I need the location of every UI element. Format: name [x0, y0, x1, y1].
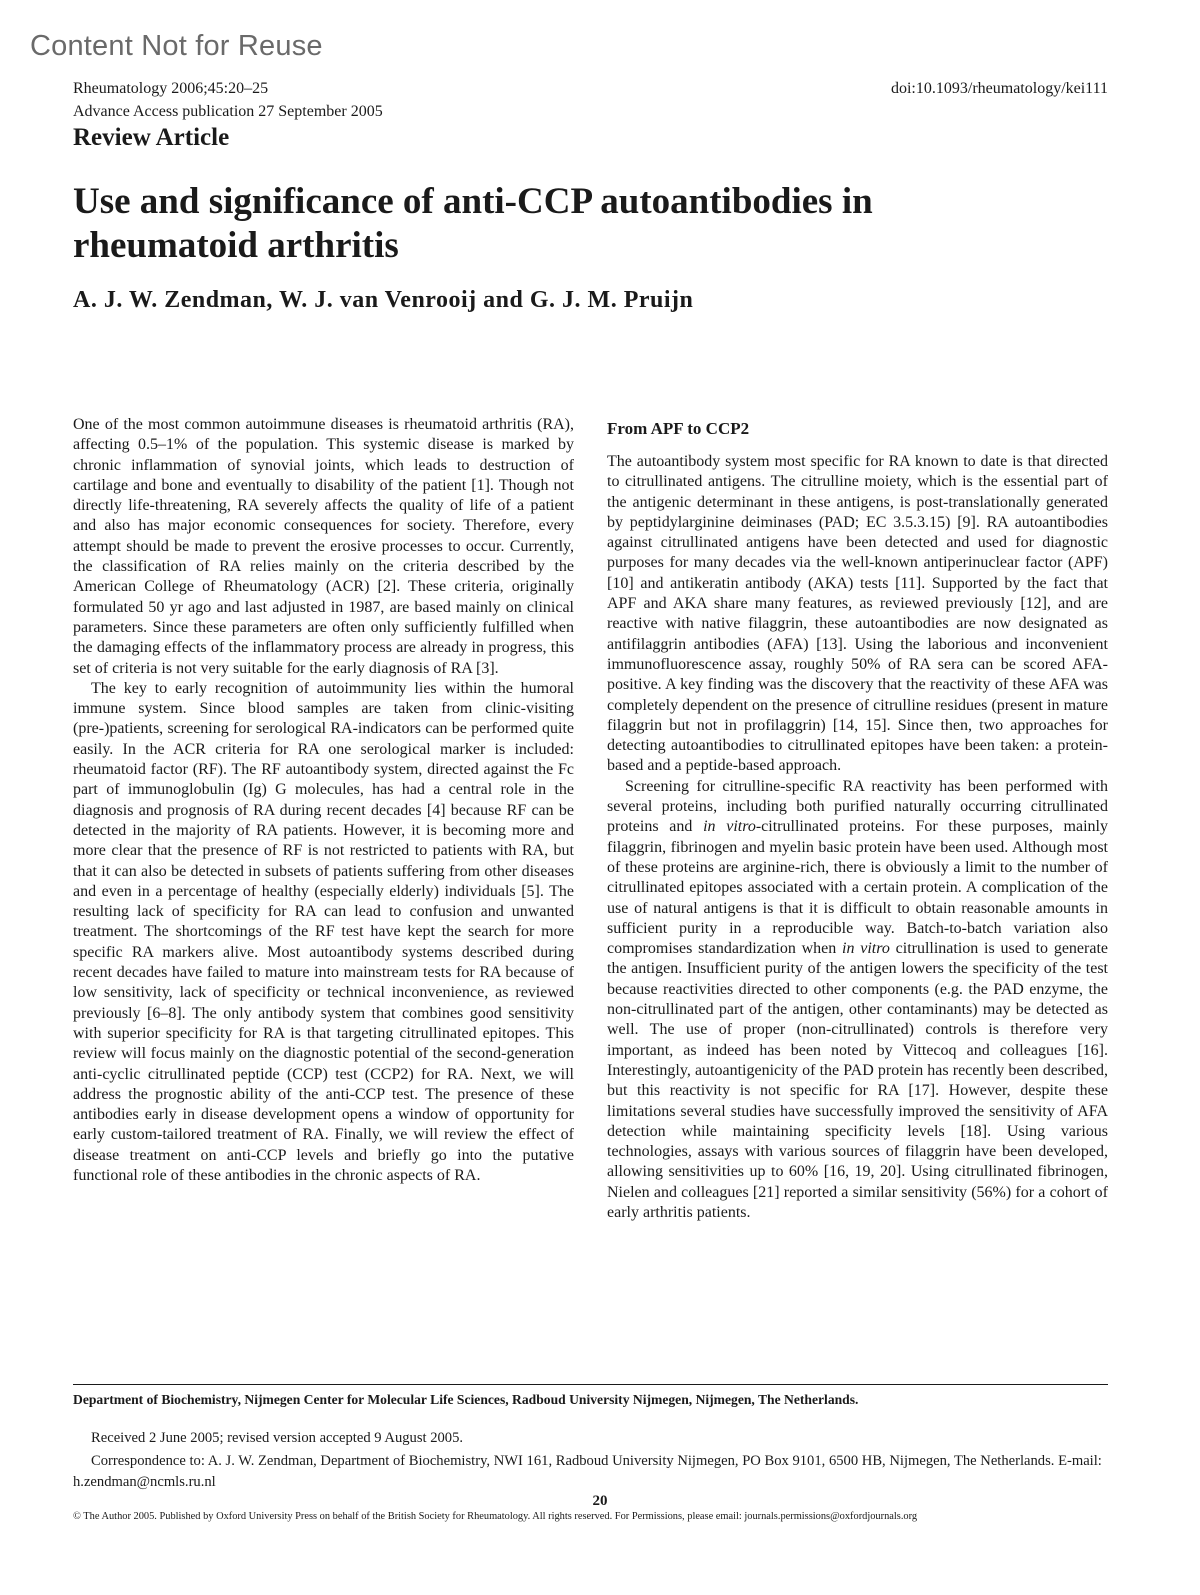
received-dates: Received 2 June 2005; revised version accepted 9 August 2005. — [91, 1430, 464, 1446]
paragraph — [607, 777, 1108, 1224]
page-number: 20 — [592, 1493, 608, 1509]
section-heading: From APF to CCP2 — [607, 419, 750, 438]
paragraph: The autoantibody system most specific for RA known to date is that directed to citrullinated antigens. The citrulline moiety, which is the essential part of the antigenic determinant in these antigens, is post-translationally generated by peptidylarginine deiminases (PAD; EC 3.5.3.15) [9]. RA autoantibodies against citrullinated antigens have been detected and used for diagnostic purposes for many decades via the well-known antiperinuclear factor (APF) [10] and antikeratin antibody (AKA) tests [11]. Supported by the fact that APF and AKA share many features, as reviewed previously [12], and are reactive with native filaggrin, these autoantibodies are now designated as antifilaggrin antibodies (AFA) [13]. Using the laborious and inconvenient immunofluorescence assay, roughly 50% of RA sera can be scored AFA-positive. A key finding was the discovery that the reactivity of these AFA was completely dependent on the presence of citrulline residues (present in mature filaggrin but not in profilaggrin) [14, 15]. Since then, two approaches for detecting autoantibodies to citrullinated epitopes have been taken: a protein-based and a peptide-based approach. — [607, 453, 1108, 775]
affiliation: Department of Biochemistry, Nijmegen Center for Molecular Life Sciences, Radboud University Nijmegen, Nijmegen, The Netherlands. — [73, 1392, 859, 1407]
copyright-notice: © The Author 2005. Published by Oxford University Press on behalf of the British Society for Rheumatology. All rights reserved. For Permissions, please email: journals.permissions@oxfordjournals.org — [73, 1511, 918, 1522]
paragraph: The key to early recognition of autoimmunity lies within the humoral immune system. Since blood samples are taken from clinic-visiting (pre-)patients, screening for serological RA-indicators can be performed quite easily. In the ACR criteria for RA one serological marker is included: rheumatoid factor (RF). The RF autoantibody system, directed against the Fc part of immunoglobulin (Ig) G molecules, has had a central role in the diagnosis and prognosis of RA during recent decades [4] because RF can be detected in the majority of RA patients. However, it is becoming more and more clear that the presence of RF is not restricted to patients with RA, but that it can also be detected in subsets of patients suffering from other diseases and even in a percentage of healthy (especially elderly) individuals [5]. The resulting lack of specificity for RA can lead to confusion and unwanted treatment. The shortcomings of the RF test have kept the search for more specific RA markers alive. Most autoantibody systems described during recent decades have failed to mature into mainstream tests for RA because of low sensitivity, lack of specificity or technical inconvenience, as reviewed previously [6–8]. The only antibody system that combines good sensitivity with superior specificity for RA is that targeting citrullinated epitopes. This review will focus mainly on the diagnostic potential of the second-generation anti-cyclic citrullinated peptide (CCP) test (CCP2) for RA. Next, we will address the prognostic ability of the anti-CCP test. The presence of these antibodies early in disease development opens a window of opportunity for early custom-tailored treatment of RA. Finally, we will review the effect of disease treatment on anti-CCP levels and briefly go into the putative functional role of these antibodies in the chronic aspects of RA. — [73, 679, 574, 1184]
text-run: -citrullinated proteins. For these purposes, mainly filaggrin, fibrinogen and myelin basic protein have been used. Although most of these proteins are arginine-rich, there is obviously a limit to the number of citrullinated epitopes associated with a certain protein. A complication of the use of natural antigens is that it is difficult to obtain reasonable amounts in sufficient purity in a reproducible way. Batch-to-batch variation also compromises standardization when — [607, 818, 1108, 958]
footer-divider — [73, 1384, 1108, 1385]
doi: doi:10.1093/rheumatology/kei111 — [890, 80, 1108, 97]
right-column — [607, 418, 1108, 1223]
italic-term: in vitro — [703, 818, 756, 836]
watermark: Content Not for Reuse — [30, 30, 323, 62]
correspondence: Correspondence to: A. J. W. Zendman, Department of Biochemistry, NWI 161, Radboud University Nijmegen, PO Box 9101, 6500 HB, Nijmegen, The Netherlands. E-mail: h.zendman@ncmls.ru.nl — [73, 1453, 1102, 1490]
advance-access-date: Advance Access publication 27 September 2005 — [73, 103, 383, 120]
paragraph: One of the most common autoimmune diseases is rheumatoid arthritis (RA), affecting 0.5–1% of the population. This systemic disease is marked by chronic inflammation of synovial joints, which leads to destruction of cartilage and bone and eventually to disability of the patient [1]. Though not directly life-threatening, RA severely affects the quality of life of a patient and also has major economic consequences for society. Therefore, every attempt should be made to prevent the erosive processes to occur. Currently, the classification of RA relies mainly on the criteria described by the American College of Rheumatology (ACR) [2]. These criteria, originally formulated 50 yr ago and last adjusted in 1987, are based mainly on clinical parameters. Since these parameters are often only sufficiently fulfilled when the damaging effects of the inflammatory process are already in progress, this set of criteria is not very suitable for the early diagnosis of RA [3]. — [73, 416, 574, 677]
left-column — [73, 415, 574, 1186]
article-type: Review Article — [73, 124, 230, 151]
journal-citation: Rheumatology 2006;45:20–25 — [73, 80, 269, 97]
article-title: Use and significance of anti-CCP autoantibodies in rheumatoid arthritis — [73, 181, 873, 266]
text-run: Screening for citrulline-specific RA reactivity has been performed with several proteins, including both purified naturally occurring citrullinated proteins and — [607, 777, 1108, 836]
text-run: citrullination is used to generate the antigen. Insufficient purity of the antigen lowers the specificity of the test because reactivities directed to other components (e.g. the PAD enzyme, the non-citrullinated part of the antigen, other contaminants) may be detected as well. The use of proper (non-citrullinated) controls is therefore very important, as indeed has been noted by Vittecoq and colleagues [16]. Interestingly, autoantigenicity of the PAD protein has recently been described, but this reactivity is not specific for RA [17]. However, despite these limitations several studies have successfully improved the sensitivity of AFA detection while maintaining specificity levels [18]. Using various technologies, assays with various sources of filaggrin have been developed, allowing sensitivities up to 60% [16, 19, 20]. Using citrullinated fibrinogen, Nielen and colleagues [21] reported a similar sensitivity (56%) for a cohort of early arthritis patients. — [607, 940, 1108, 1221]
authors: A. J. W. Zendman, W. J. van Venrooij and G. J. M. Pruijn — [73, 287, 694, 313]
italic-term: in vitro — [842, 940, 890, 958]
